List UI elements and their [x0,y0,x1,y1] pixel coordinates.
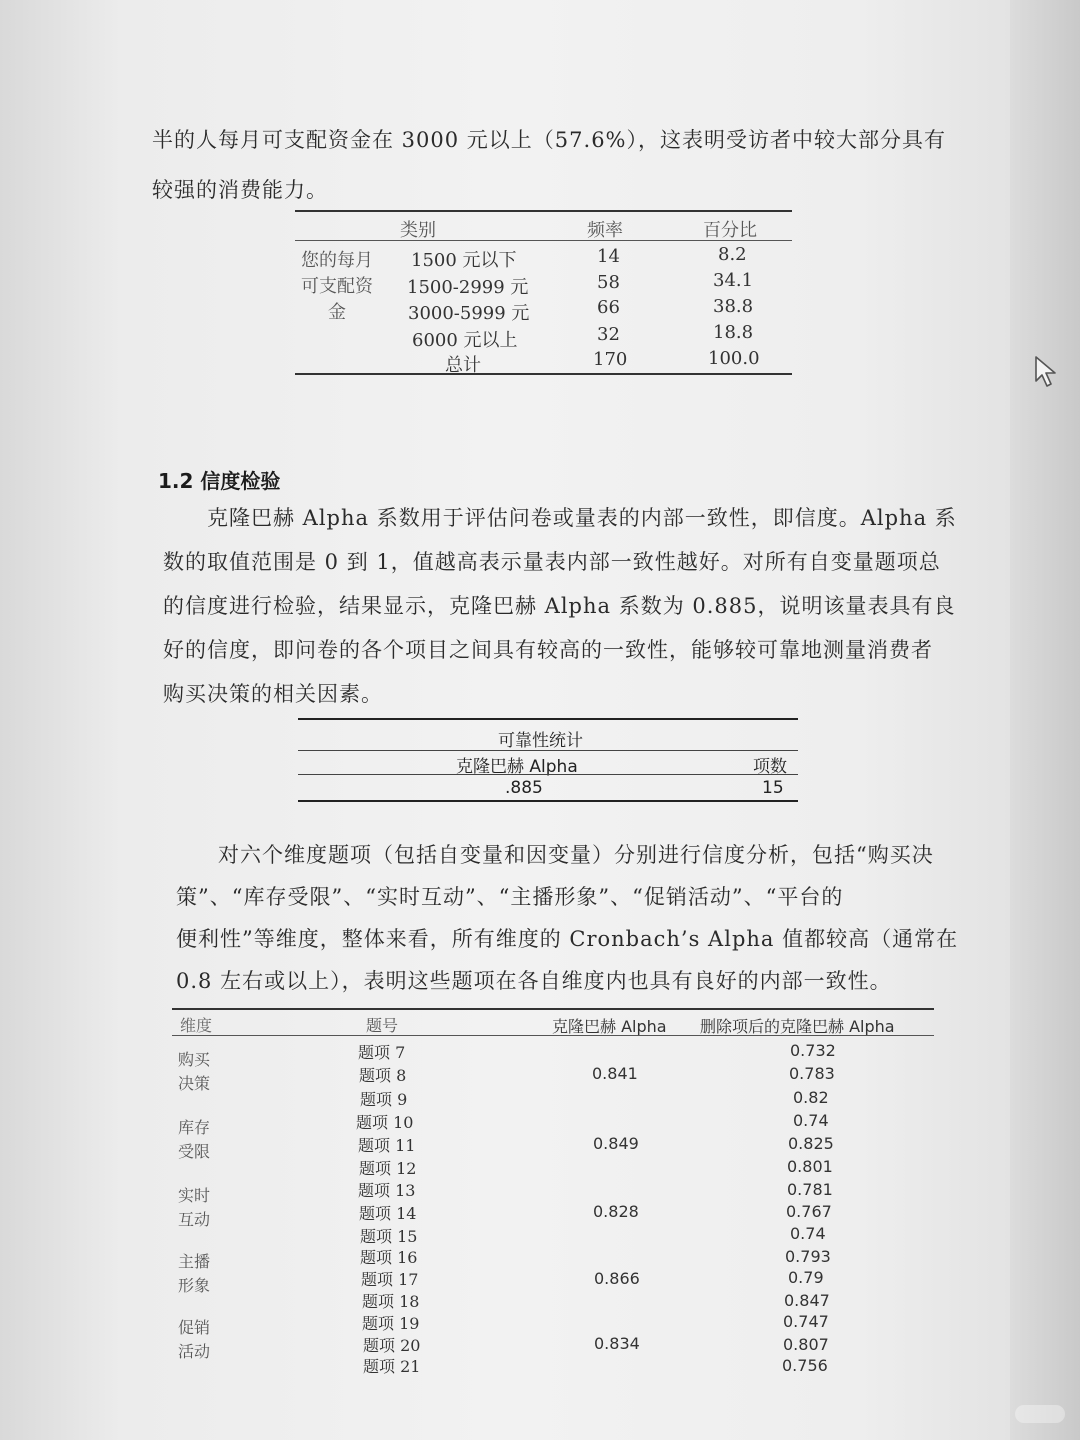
alpha-if-deleted: 0.847 [784,1291,830,1310]
dimension-label-line: 购买 [178,1050,211,1069]
row-freq: 32 [597,324,620,345]
table-rule [295,240,792,241]
group-label-line: 金 [328,302,346,323]
item-label: 题项 17 [361,1270,419,1289]
alpha-if-deleted: 0.74 [793,1111,829,1130]
header-item: 题号 [366,1016,399,1035]
group-alpha: 0.866 [594,1269,640,1288]
alpha-if-deleted: 0.82 [793,1088,829,1107]
alpha-if-deleted: 0.756 [782,1356,828,1375]
row-label: 1500 元以下 [411,250,517,271]
text-line: 较强的消费能力。 [152,178,328,202]
row-pct: 8.2 [718,244,747,265]
alpha-if-deleted: 0.767 [786,1202,832,1221]
table-rule [295,373,792,375]
row-pct: 38.8 [713,296,754,317]
row-label: 6000 元以上 [412,330,518,351]
dimension-label-line: 互动 [178,1210,211,1229]
value-alpha: .885 [505,778,543,798]
row-pct: 18.8 [713,322,754,343]
item-label: 题项 11 [358,1136,416,1155]
group-label-line: 您的每月 [301,250,373,271]
item-label: 题项 8 [359,1066,407,1085]
alpha-if-deleted: 0.79 [788,1268,824,1287]
header-dimension: 维度 [180,1016,213,1035]
dimension-label-line: 活动 [178,1342,211,1361]
table-rule [295,210,792,212]
alpha-if-deleted: 0.825 [788,1134,834,1153]
header-alpha-if-deleted: 删除项后的克隆巴赫 Alpha [700,1017,895,1036]
row-label: 1500-2999 元 [407,277,529,298]
row-freq: 14 [597,246,620,267]
table-rule [298,774,798,775]
dimension-label-line: 决策 [178,1074,211,1093]
item-label: 题项 19 [362,1314,420,1333]
dimension-label-line: 受限 [178,1142,211,1161]
alpha-if-deleted: 0.74 [790,1224,826,1243]
alpha-if-deleted: 0.781 [787,1180,833,1199]
alpha-if-deleted: 0.793 [785,1247,831,1266]
dimension-label-line: 库存 [178,1118,211,1137]
item-label: 题项 16 [360,1248,418,1267]
dimension-label [178,1250,230,1298]
group-label [299,248,375,326]
item-label: 题项 7 [358,1043,406,1062]
text-line: 好的信度，即问卷的各个项目之间具有较高的一致性，能够较可靠地测量消费者 [163,638,933,662]
watermark-badge [1015,1405,1065,1423]
item-label: 题项 20 [363,1336,421,1355]
dimension-label-line: 实时 [178,1186,211,1205]
table-rule [298,750,798,751]
alpha-if-deleted: 0.783 [789,1064,835,1083]
value-item-count: 15 [762,778,784,798]
text-line: 策”、“库存受限”、“实时互动”、“主播形象”、“促销活动”、“平台的 [176,885,844,909]
paragraph-dimensions [176,834,958,1002]
dimension-label [178,1184,230,1232]
dimension-table [172,1008,934,1388]
monitor-bezel [1010,0,1080,1440]
reliability-table [298,718,798,804]
text-line: 0.8 左右或以上），表明这些题项在各自维度内也具有良好的内部一致性。 [176,969,892,993]
table-title: 可靠性统计 [498,731,583,751]
mouse-pointer-icon [1034,355,1060,393]
row-pct: 34.1 [713,270,754,291]
dimension-label [178,1316,230,1364]
row-freq: 58 [597,272,620,293]
text-line: 对六个维度题项（包括自变量和因变量）分别进行信度分析，包括“购买决 [218,843,934,867]
table-rule [298,800,798,802]
item-label: 题项 9 [360,1090,408,1109]
table-rule [172,1008,934,1010]
row-label: 总计 [445,355,481,376]
header-percent: 百分比 [703,220,757,241]
header-alpha: 克隆巴赫 Alpha [456,757,578,777]
row-label: 3000-5999 元 [408,303,530,324]
group-alpha: 0.834 [594,1334,640,1353]
text-line: 数的取值范围是 0 到 1，值越高表示量表内部一致性越好。对所有自变量题项总 [163,550,941,574]
group-alpha: 0.841 [592,1064,638,1083]
section-heading: 1.2 信度检验 [158,469,281,493]
item-label: 题项 10 [356,1113,414,1132]
text-line: 半的人每月可支配资金在 3000 元以上（57.6%），这表明受访者中较大部分具有 [152,128,947,152]
group-alpha: 0.849 [593,1134,639,1153]
paragraph-reliability [163,496,957,716]
row-freq: 170 [593,349,628,370]
group-label-line: 可支配资 [301,276,373,297]
row-freq: 66 [597,297,620,318]
dimension-label-line: 促销 [178,1318,211,1337]
alpha-if-deleted: 0.801 [787,1157,833,1176]
item-label: 题项 12 [359,1159,417,1178]
header-alpha: 克隆巴赫 Alpha [552,1017,667,1036]
dimension-label [178,1048,230,1096]
text-line: 的信度进行检验，结果显示，克隆巴赫 Alpha 系数为 0.885，说明该量表具有良 [163,594,956,618]
item-label: 题项 18 [362,1292,420,1311]
dimension-label [178,1116,230,1164]
header-frequency: 频率 [587,220,623,241]
paragraph-intro [152,118,946,212]
text-line: 克隆巴赫 Alpha 系数用于评估问卷或量表的内部一致性，即信度。Alpha 系 [207,506,957,530]
spending-table [295,210,792,378]
header-item-count: 项数 [753,757,787,777]
group-alpha: 0.828 [593,1202,639,1221]
alpha-if-deleted: 0.732 [790,1041,836,1060]
item-label: 题项 21 [363,1357,421,1376]
row-pct: 100.0 [708,348,760,369]
header-category: 类别 [400,220,436,241]
dimension-label-line: 主播 [178,1252,211,1271]
text-line: 购买决策的相关因素。 [163,682,383,706]
table-rule [172,1035,934,1036]
text-line: 便利性”等维度，整体来看，所有维度的 Cronbach’s Alpha 值都较高（通常在 [176,927,959,951]
dimension-label-line: 形象 [178,1276,211,1295]
item-label: 题项 13 [358,1181,416,1200]
alpha-if-deleted: 0.807 [783,1335,829,1354]
item-label: 题项 15 [360,1227,418,1246]
alpha-if-deleted: 0.747 [783,1312,829,1331]
item-label: 题项 14 [359,1204,417,1223]
table-rule [298,718,798,720]
